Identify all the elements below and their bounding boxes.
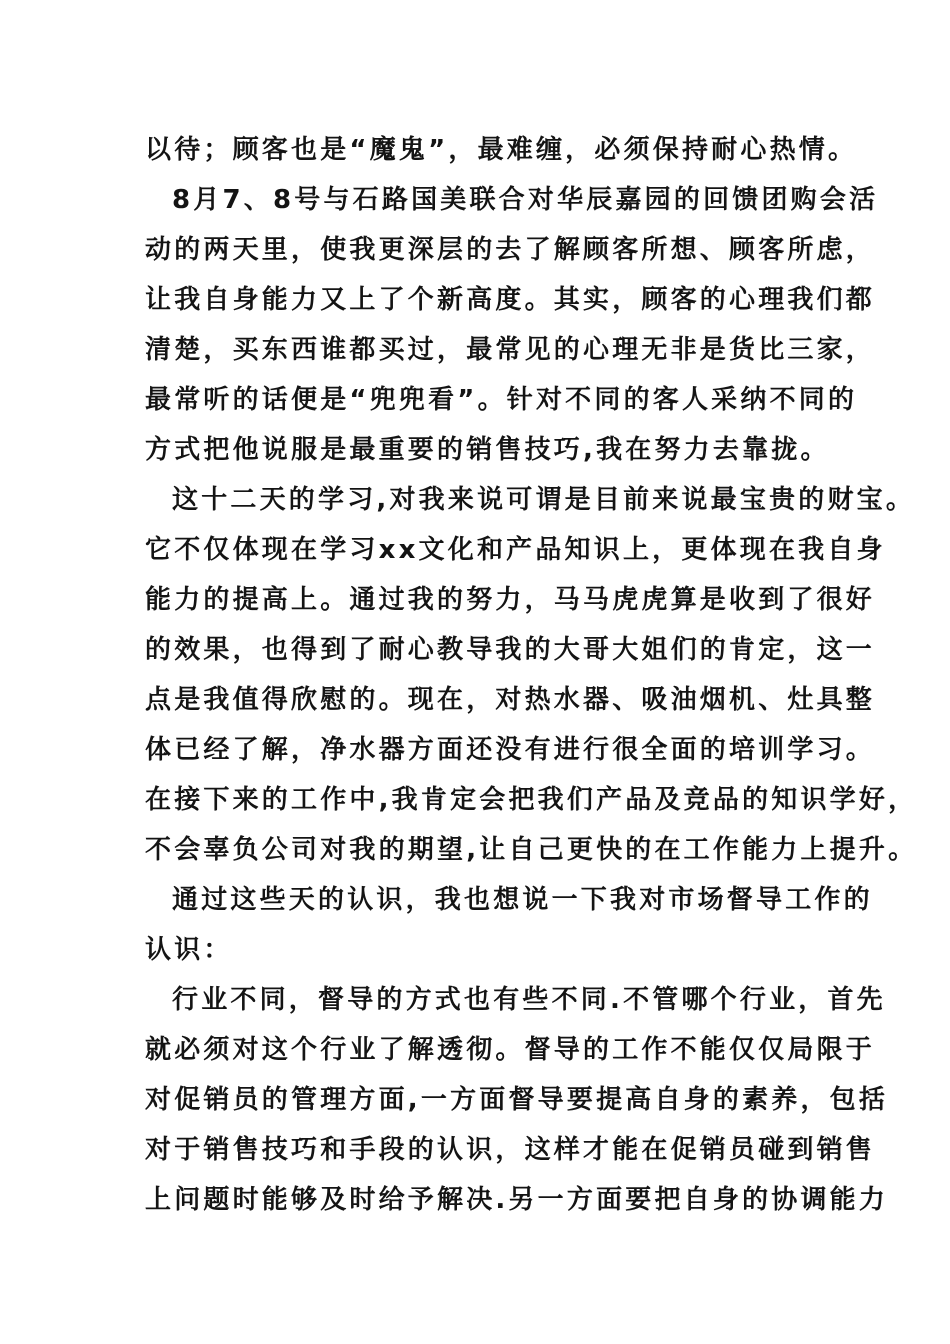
text-line: 不会辜负公司对我的期望,让自己更快的在工作能力上提升。 [145, 835, 918, 865]
text-line: 上问题时能够及时给予解决.另一方面要把自身的协调能力 [145, 1185, 889, 1215]
text-line: 清楚，买东西谁都买过，最常见的心理无非是货比三家， [145, 335, 876, 365]
text-line: 8月7、8号与石路国美联合对华辰嘉园的回馈团购会活 [172, 185, 879, 215]
text-line: 就必须对这个行业了解透彻。督导的工作不能仅仅局限于 [145, 1035, 876, 1065]
text-line: 体已经了解，净水器方面还没有进行很全面的培训学习。 [145, 735, 876, 765]
text-line: 点是我值得欣慰的。现在，对热水器、吸油烟机、灶具整 [145, 685, 876, 715]
text-line: 动的两天里，使我更深层的去了解顾客所想、顾客所虑， [145, 235, 876, 265]
text-line: 在接下来的工作中,我肯定会把我们产品及竞品的知识学好， [145, 785, 918, 815]
text-line: 最常听的话便是“兜兜看”。针对不同的客人采纳不同的 [145, 385, 858, 415]
text-line: 通过这些天的认识，我也想说一下我对市场督导工作的 [172, 885, 873, 915]
text-line: 这十二天的学习,对我来说可谓是目前来说最宝贵的财宝。 [172, 485, 916, 515]
text-line: 它不仅体现在学习xx文化和产品知识上，更体现在我自身 [145, 535, 886, 565]
text-line: 对于销售技巧和手段的认识，这样才能在促销员碰到销售 [145, 1135, 876, 1165]
text-line: 以待；顾客也是“魔鬼”，最难缠，必须保持耐心热情。 [145, 135, 858, 165]
text-line: 对促销员的管理方面,一方面督导要提高自身的素养，包括 [145, 1085, 889, 1115]
text-line: 方式把他说服是最重要的销售技巧,我在努力去靠拢。 [145, 435, 830, 465]
text-line: 能力的提高上。通过我的努力，马马虎虎算是收到了很好 [145, 585, 876, 615]
text-line: 的效果，也得到了耐心教导我的大哥大姐们的肯定，这一 [145, 635, 876, 665]
text-line: 行业不同，督导的方式也有些不同.不管哪个行业，首先 [172, 985, 886, 1015]
text-line: 让我自身能力又上了个新高度。其实，顾客的心理我们都 [145, 285, 876, 315]
text-line: 认识： [145, 935, 233, 965]
